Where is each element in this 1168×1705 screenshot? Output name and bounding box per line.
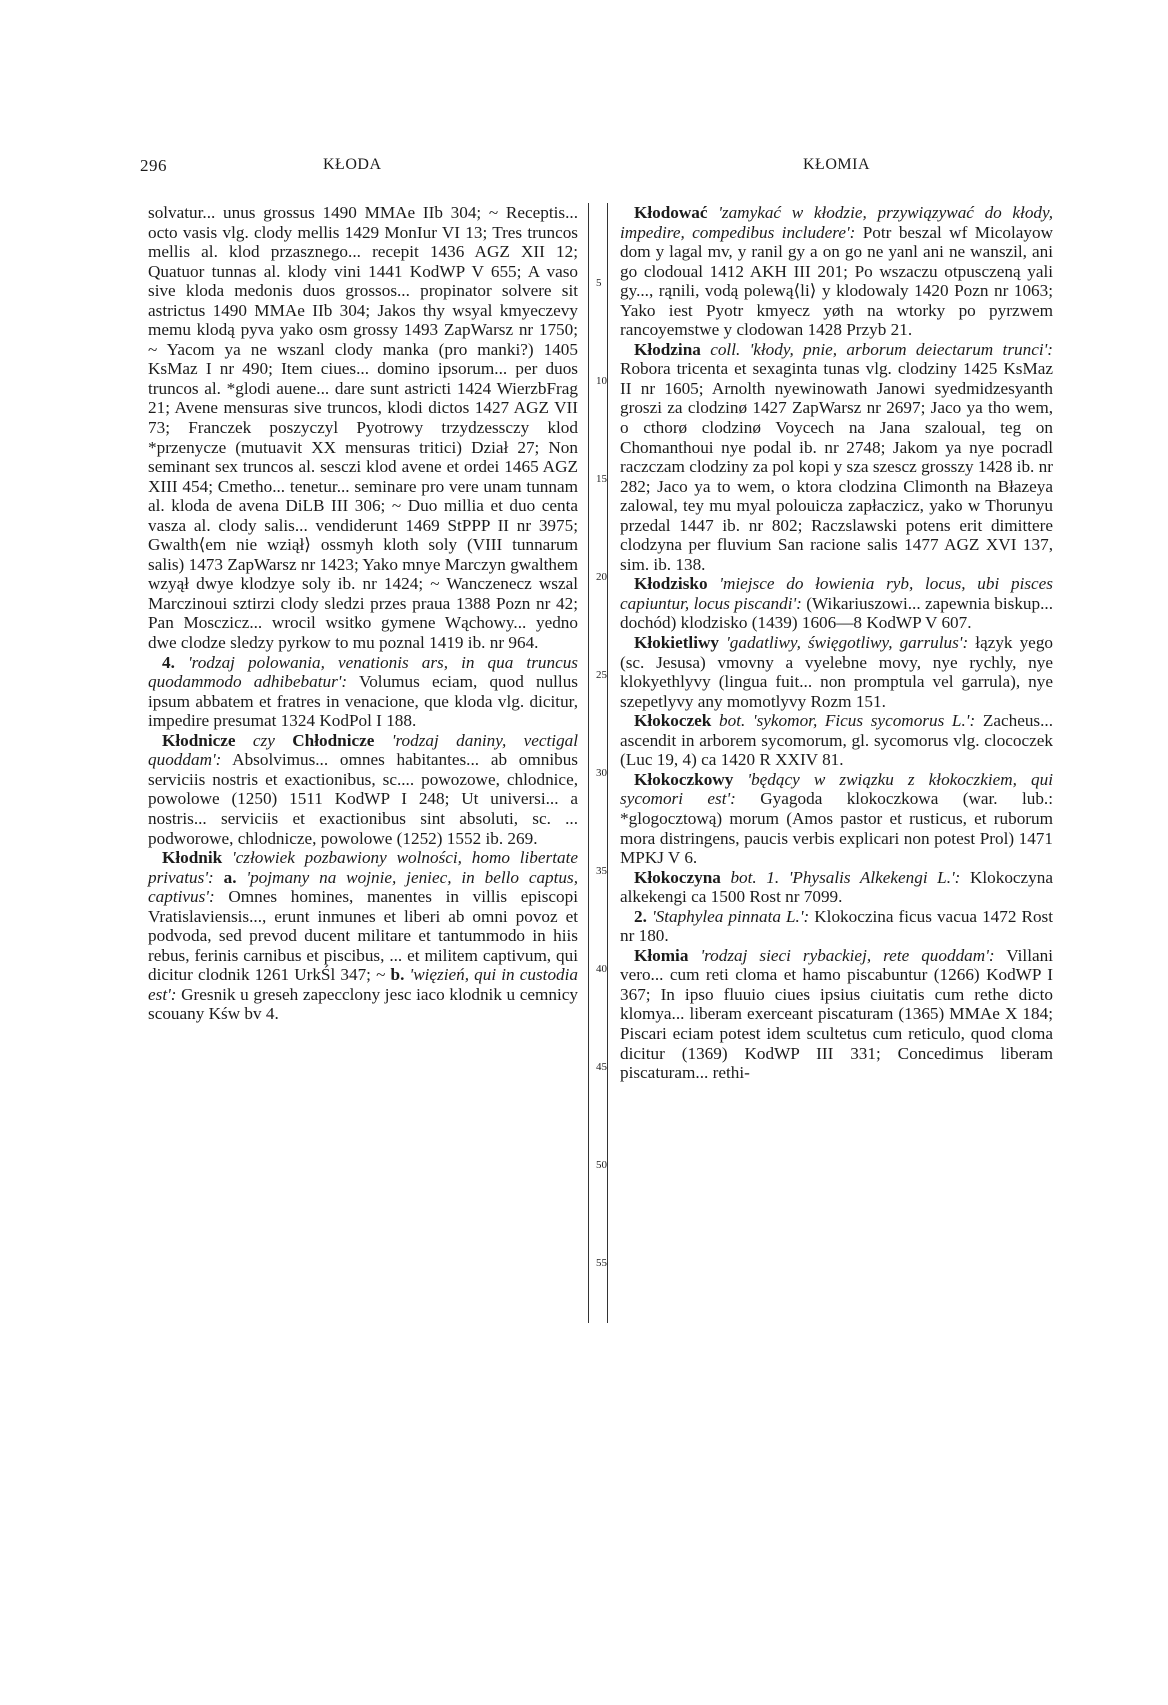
line-number: 15 bbox=[596, 473, 607, 485]
column-rule-left bbox=[588, 203, 589, 1323]
entry-klodowac: Kłodować 'zamykać w kłodzie, przywiązywać do kłody, impedire, compedibus includere': Potr beszal wf Micolayow dom y lagal mv, y ranil gy a on go ne yanl ani ne wanszil, ani go clodoual 1412 AKH III 201; Po wszaczu otpusczeną yali gy..., rąnili, vodą polewą⟨li⟩ y klodowaly 1420 Pozn nr 1063; Yako iest Pyotr kmyecz yøth na wtorky po pyrzwem rancoyemstwe y clodowan 1428 Przyb 21. bbox=[620, 203, 1053, 340]
line-number: 20 bbox=[596, 571, 607, 583]
entry-klokoczkowy: Kłokoczkowy 'będący w związku z kłokoczkiem, qui sycomori est': Gyagoda klokoczkowa (war. lub.: *glogocztową) morum (Amos pastor et rusticus, et ruborum mora distringens, paucis verbis explicari non potest Prol) 1471 MPKJ V 6. bbox=[620, 769, 1054, 868]
line-number: 55 bbox=[596, 1257, 607, 1269]
line-number: 45 bbox=[596, 1061, 607, 1073]
page-number: 296 bbox=[140, 156, 167, 175]
entry-klokoczek: Kłokoczek bot. 'sykomor, Ficus sycomorus L.': Zacheus... ascendit in arborem sycomorum, gl. sycomorus vlg. clococzek (Luc 19, 4) ca 1420 R XXIV 81. bbox=[620, 711, 1054, 770]
entry-klodnicze: Kłodnicze czy Chłodnicze 'rodzaj daniny, vectigal quoddam': Absolvimus... omnes habitantes... ab omnibus serviciis nostris et exactionibus, sc.... powozowe, chlodnice, powolowe (1250) 1511 KodWP I 248; Ut universi... a nostris... serviciis et exactionibus sint absoluti, sc. ... podworowe, chlodnicze, powolowe (1252) 1552 ib. 269. bbox=[148, 730, 579, 848]
line-number: 5 bbox=[596, 277, 602, 289]
entry-klodzisko: Kłodzisko 'miejsce do łowienia ryb, locus, ubi pisces capiuntur, locus piscandi': (Wikariuszowi... zapewnia biskup... dochód) klodzisko (1439) 1606—8 KodWP V 607. bbox=[620, 574, 1053, 633]
line-number: 30 bbox=[596, 767, 607, 779]
entry-klomia: Kłomia 'rodzaj sieci rybackiej, rete quoddam': Villani vero... cum reti cloma et hamo piscabuntur (1266) KodWP I 367; In ipso fluuio ciues ipsius ciuitatis cum rethe dicto klomya... liberam exerceant piscaturam (1365) MMAe X 184; Piscari eciam potest idem scultetus cum reticulo, quod cloma dicitur (1369) KodWP III 331; Concedimus liberam piscaturam... rethi- bbox=[620, 945, 1053, 1083]
left-column bbox=[148, 203, 578, 1024]
right-column bbox=[620, 203, 1053, 1083]
line-number: 50 bbox=[596, 1159, 607, 1171]
right-running-head: KŁOMIA bbox=[803, 156, 870, 173]
sense-4: 4. 'rodzaj polowania, venationis ars, in qua truncus quodammodo adhibebatur': Volumus eciam, quod nullus ipsum abbatem et fratres in venacione, que kloda vlg. dicitur, impedire presumat 1324 KodPol I 188. bbox=[148, 652, 578, 731]
entry-continuation: solvatur... unus grossus 1490 MMAe IIb 304; ~ Receptis... octo vasis vlg. clody mellis 1429 MonIur VI 13; Tres truncos mellis al. klod przasznego... recepit 1436 AGZ XII 12; Quatuor tunnas al. klody vini 1441 KodWP V 655; A vaso sive kloda medonis duos grossos... propinator solvere sit astrictus 1490 MMAe IIb 304; Jakos thy wsyal kmyeczevy memu klodą pyva yako osm grossy 1493 ZapWarsz nr 1750; ~ Yacom ya ne wszanl clody manka (pro manki?) 1405 KsMaz I nr 490; Item ciues... domino ipsorum... per duos truncos al. *glodi auene... dare sunt astricti 1424 WierzbFrag 21; Avene mensuras sive truncos, klodi dictos 1427 AGZ VII 73; Franczek poszyczyl Pyotrowy trzydzessczy klod *przenycze (mutuavit XX mensuras tritici) Dział 27; Non seminant sex truncos al. sesczi klod avene et ordei 1465 AGZ XIII 454; Cmetho... tenetur... seminare pro vere unam tunnam al. kloda de avena DiLB III 306; ~ Duo millia et duo centa vasza al. clody salis... vendiderunt 1469 StPPP II nr 3975; Gwalth⟨em nie wziął⟩ ossmyh kloth soly (VIII tunnarum salis) 1473 ZapWarsz nr 1423; Yako mnye Marczyn gwalthem wzyął dwye klodzye soly ib. nr 1424; ~ Wanczenecz wszal Marczinoui sztirzi clody sledzi przes praua 1388 Pozn nr 42; Pan Mosczicz... wrocil wsitko gymene Wąchowy... yedno dwe clodze sledzy pyrkow to mu poznal 1419 ib. nr 964. bbox=[148, 203, 578, 653]
entry-klodzina: Kłodzina coll. 'kłody, pnie, arborum deiectarum trunci': Robora tricenta et sexaginta tunas vlg. clodziny 1425 KsMaz II nr 1605; Arnolth nyewinowath Janowi syedmidzesyanth groszi za clodzinø 1427 ZapWarsz nr 2697; Jaco ya tho wem, o cthorø clodzinø Voycech na Jana szaloual, teg on Chomanthoui nye podal ib. nr 2748; Jakom ya nye pocradl raczczam clodziny za pol kopi y sza szescz grosszy 1428 ib. nr 282; Jaco ya to wem, o ktora clodzina Climonth na Błazeya zalowal, tey mu myal polouicza zapłaczicz, yako w Thorunyu przedal 1447 ib. nr 802; Raczslawski potens erit dimittere clodzyna per fluvium San racione salis 1477 AGZ XVI 137, sim. ib. 138. bbox=[620, 339, 1054, 574]
line-number: 40 bbox=[596, 963, 607, 975]
entry-klokietliwy: Kłokietliwy 'gadatliwy, święgotliwy, garrulus': łązyk yego (sc. Jesusa) vmovny a vyelebne movy, nye rychly, nye klokyethlyvy (lingua fuit... non promptula vel garrula), nye szepetlyvy any momotlyvy Rozm 151. bbox=[620, 633, 1054, 711]
entry-klokoczyna: Kłokoczyna bot. 1. 'Physalis Alkekengi L.': Klokoczyna alkekengi ca 1500 Rost nr 7099. bbox=[620, 867, 1053, 907]
line-number: 10 bbox=[596, 375, 607, 387]
column-rule-right bbox=[607, 203, 608, 1323]
left-running-head: KŁODA bbox=[323, 156, 382, 173]
line-number: 25 bbox=[596, 669, 607, 681]
line-number: 35 bbox=[596, 865, 607, 877]
entry-klodnik: Kłodnik 'człowiek pozbawiony wolności, homo libertate privatus': a. 'pojmany na wojnie, jeniec, in bello captus, captivus': Omnes homines, manentes in villis episcopi Vratislaviensis..., erunt inmunes et liberi ab omni povoz et podvoda, sed prevod ducent militare et tantummodo in hiis rebus, ferinis carnibus et piscibus, ... et militem captivum, qui dicitur clodnik 1261 UrkŚl 347; ~ b. 'więzień, qui in custodia est': Gresnik u greseh zapecclony jesc iaco klodnik u cemnicy scouany Kśw bv 4. bbox=[148, 848, 579, 1024]
sense-2: 2. 'Staphylea pinnata L.': Klokoczina ficus vacua 1472 Rost nr 180. bbox=[620, 906, 1054, 946]
